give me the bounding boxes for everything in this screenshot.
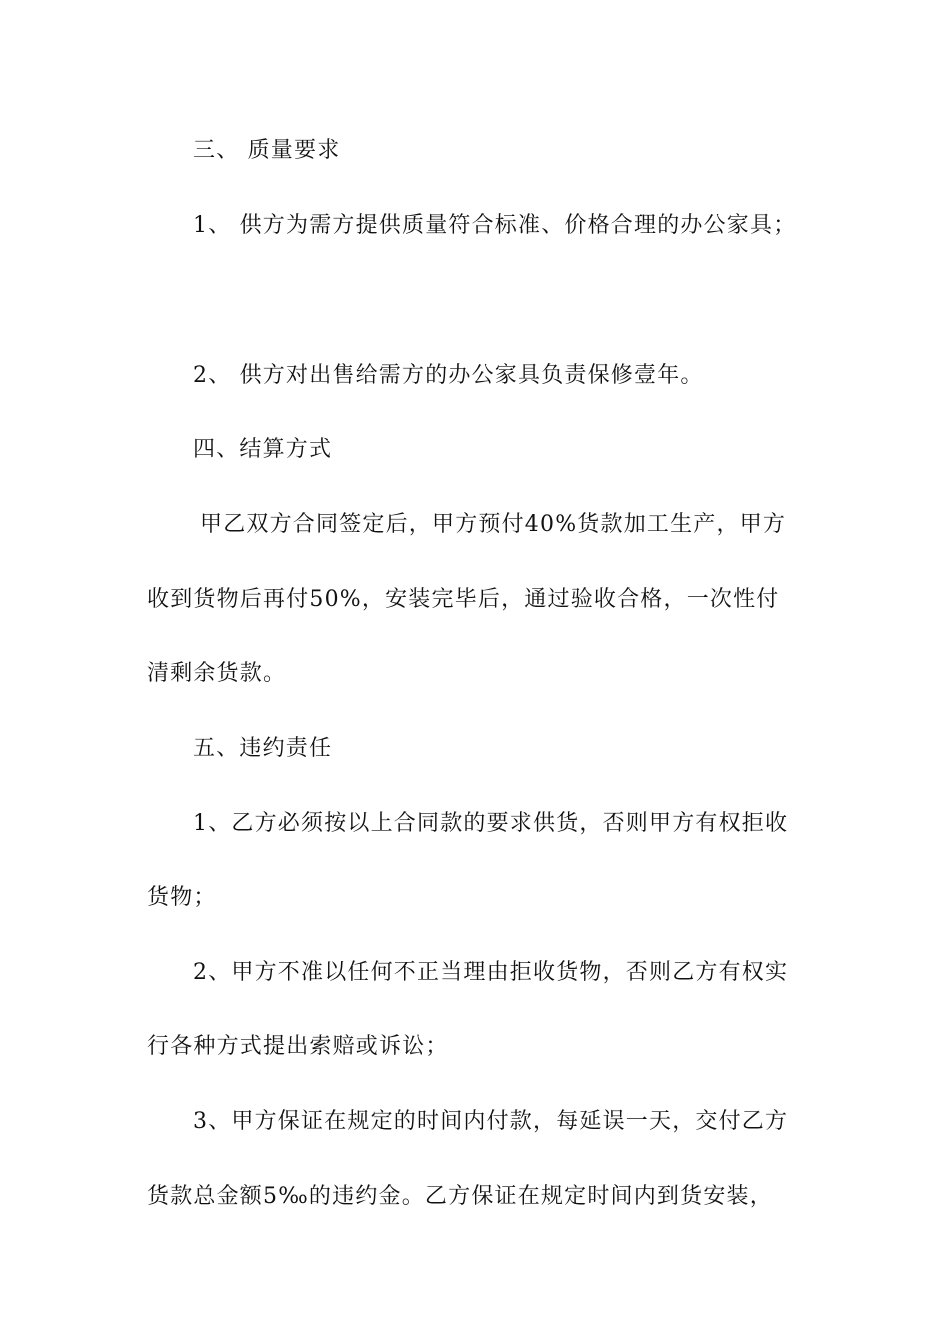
- section-4-heading: 四、结算方式: [193, 437, 333, 462]
- clause-5-1-line-1: 1、乙方必须按以上合同款的要求供货，否则甲方有权拒收: [193, 811, 789, 836]
- section-5-heading: 五、违约责任: [193, 736, 333, 761]
- clause-5-3-line-2: 货款总金额5‰的违约金。乙方保证在规定时间内到货安装，: [147, 1184, 773, 1209]
- clause-5-1-line-2: 货物；: [147, 885, 217, 910]
- payment-line-1: 甲乙双方合同签定后，甲方预付40%货款加工生产，甲方: [200, 512, 787, 537]
- clause-3-2: 2、 供方对出售给需方的办公家具负责保修壹年。: [193, 363, 704, 388]
- clause-5-2-line-1: 2、甲方不准以任何不正当理由拒收货物，否则乙方有权实: [193, 960, 789, 985]
- clause-3-1: 1、 供方为需方提供质量符合标准、价格合理的办公家具；: [193, 213, 797, 238]
- clause-5-2-line-2: 行各种方式提出索赔或诉讼；: [147, 1034, 449, 1059]
- section-3-heading: 三、 质量要求: [193, 138, 341, 163]
- payment-line-2: 收到货物后再付50%，安装完毕后，通过验收合格，一次性付: [147, 587, 780, 612]
- clause-5-3-line-1: 3、甲方保证在规定的时间内付款，每延误一天，交付乙方: [193, 1109, 789, 1134]
- payment-line-3: 清剩余货款。: [147, 661, 287, 686]
